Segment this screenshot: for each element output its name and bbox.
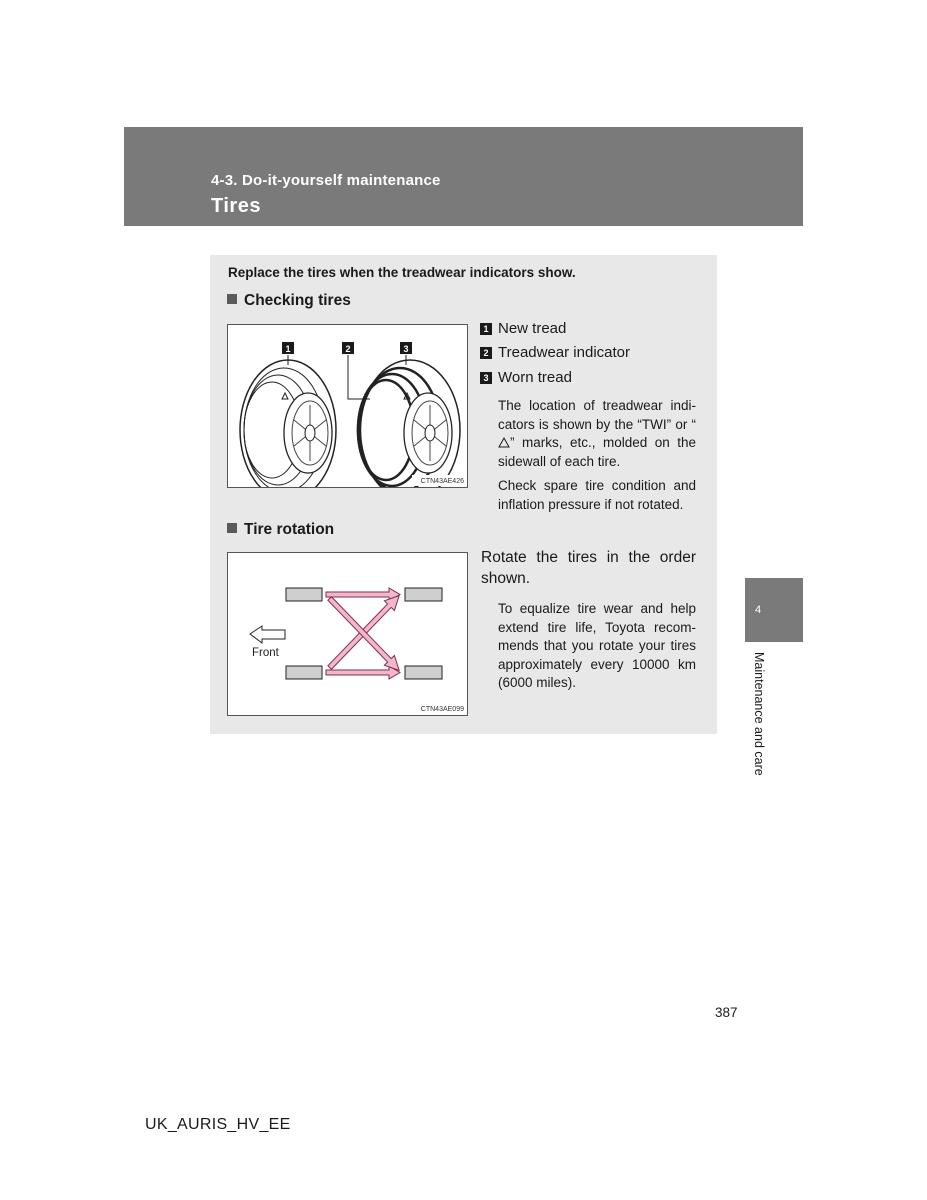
rotation-lead-text: Rotate the tires in the order shown. bbox=[481, 549, 696, 587]
callout-1-label: 1 bbox=[285, 344, 291, 354]
tire-tread-figure bbox=[227, 324, 468, 488]
spare-tire-note: Check spare tire condition and inflation pressure if not rotated. bbox=[498, 478, 696, 512]
checking-tires-heading: Checking tires bbox=[227, 292, 351, 310]
worn-tread-tire bbox=[358, 360, 460, 487]
page-number: 387 bbox=[715, 1005, 738, 1020]
section-header bbox=[124, 127, 803, 226]
rotation-note: To equalize tire wear and help extend tire life, Toyota recom-mends that you rotate your tires approximately every 10000 km (6000 miles). bbox=[498, 601, 696, 690]
legend-new-tread: 1 New tread bbox=[480, 320, 566, 337]
twi-location-note: The location of treadwear indi-cators is shown by the “TWI” or “” marks, etc., molded on the sidewall of each tire. bbox=[498, 398, 696, 469]
chapter-label: Maintenance and care bbox=[752, 652, 766, 776]
footer-code: UK_AURIS_HV_EE bbox=[145, 1116, 291, 1133]
chapter-number: 4 bbox=[755, 604, 762, 616]
callout-2-label: 2 bbox=[345, 344, 351, 354]
content-panel bbox=[210, 255, 717, 734]
figure-code-099: CTN43AE099 bbox=[420, 706, 464, 713]
bullet-square-icon bbox=[227, 523, 237, 533]
legend-worn-tread: 3 Worn tread bbox=[480, 369, 572, 386]
intro-text: Replace the tires when the treadwear indicators show. bbox=[228, 265, 576, 280]
front-direction-arrow-icon bbox=[250, 626, 285, 643]
new-tread-tire bbox=[240, 360, 336, 487]
chapter-tab bbox=[745, 578, 803, 642]
tire-rotation-heading: Tire rotation bbox=[227, 521, 334, 539]
figure-code-426: CTN43AE426 bbox=[420, 478, 464, 485]
section-number: 4-3. Do-it-yourself maintenance bbox=[211, 172, 441, 189]
front-right-tire bbox=[405, 588, 442, 601]
bullet-square-icon bbox=[227, 294, 237, 304]
front-label: Front bbox=[252, 647, 279, 659]
front-left-tire bbox=[286, 588, 322, 601]
callout-3-label: 3 bbox=[403, 344, 409, 354]
legend-treadwear-indicator: 2 Treadwear indicator bbox=[480, 344, 630, 361]
rotation-arrow-bottom bbox=[326, 666, 400, 679]
triangle-mark-icon bbox=[498, 437, 510, 448]
page-title: Tires bbox=[211, 195, 261, 217]
tire-rotation-figure bbox=[227, 552, 468, 716]
rear-right-tire bbox=[405, 666, 442, 679]
rear-left-tire bbox=[286, 666, 322, 679]
